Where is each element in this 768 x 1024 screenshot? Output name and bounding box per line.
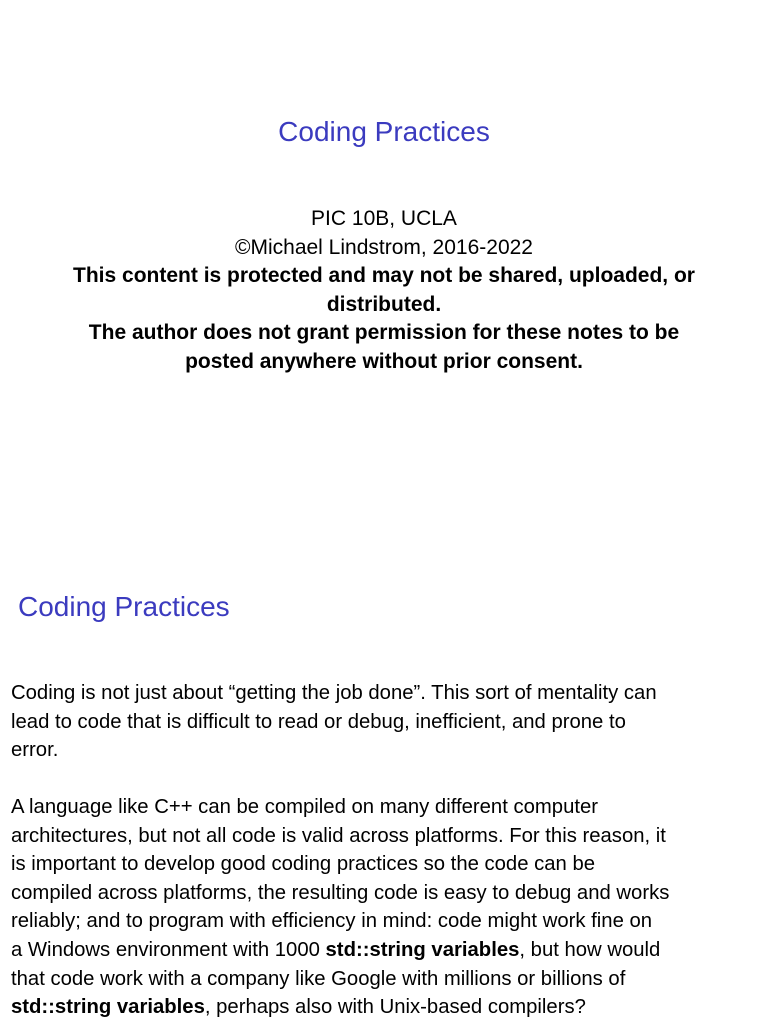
paragraph-1-line: Coding is not just about “getting the job done”. This sort of mentality can — [11, 682, 657, 704]
notice-line-3: The author does not grant permission for these notes to be — [88, 321, 680, 345]
paragraph-2-line — [11, 993, 761, 1022]
notice-line-1: This content is protected and may not be shared, uploaded, or — [73, 264, 695, 288]
course-line: PIC 10B, UCLA — [311, 207, 457, 230]
slide-1-meta — [20, 205, 748, 377]
paragraph-2-line: compiled across platforms, the resulting code is easy to debug and works — [11, 881, 670, 904]
line-6-end: , but how would — [519, 938, 661, 961]
code-term: std::string variables — [11, 996, 205, 1019]
notice-line-2: distributed. — [326, 292, 442, 316]
paragraph-2 — [11, 793, 761, 1022]
paragraph-2-line: that code work with a company like Google with millions or billions of — [11, 967, 626, 990]
paragraph-2-line: is important to develop good coding practices so the code can be — [11, 853, 596, 876]
code-term: std::string variables — [325, 938, 520, 961]
paragraph-2-line: A language like C++ can be compiled on many different computer — [11, 796, 599, 818]
paragraph-2-line — [11, 936, 761, 965]
paragraph-1-line: lead to code that is difficult to read or debug, inefficient, and prone to — [11, 710, 626, 733]
paragraph-2-line: reliably; and to program with efficiency in mind: code might work fine on — [11, 910, 653, 933]
line-8-end: , perhaps also with Unix-based compilers? — [204, 996, 586, 1019]
paragraph-2-line: architectures, but not all code is valid across platforms. For this reason, it — [11, 824, 666, 847]
paragraph-1-line: error. — [11, 739, 59, 762]
copyright-line: ©Michael Lindstrom, 2016-2022 — [235, 235, 533, 259]
line-6-start: a Windows environment with 1000 — [11, 938, 326, 961]
notice-line-4: posted anywhere without prior consent. — [185, 349, 583, 373]
paragraph-1 — [11, 679, 761, 765]
slide-2-title: Coding Practices — [18, 591, 230, 622]
slide-1-title: Coding Practices — [278, 116, 490, 147]
